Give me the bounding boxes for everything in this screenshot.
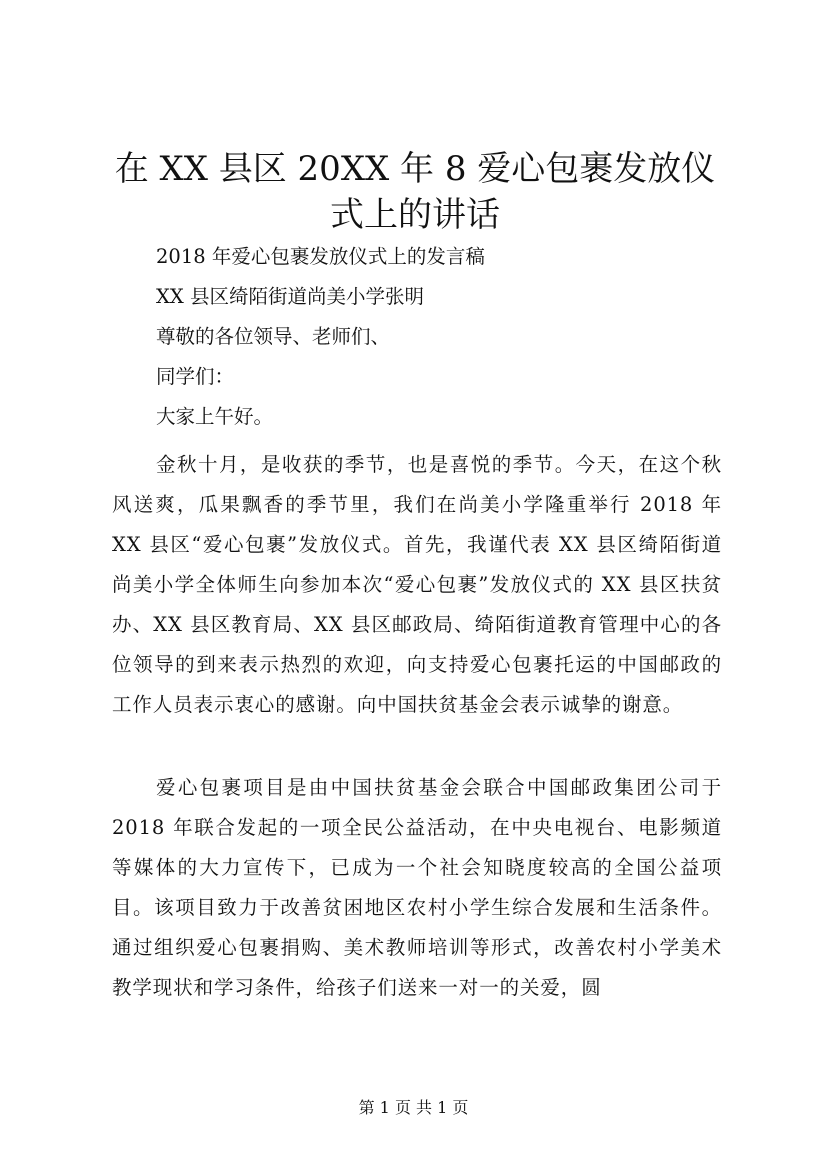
intro-line-salutation: 尊敬的各位领导、老师们、 <box>156 325 391 348</box>
intro-block <box>112 237 732 437</box>
body-paragraph: 金秋十月，是收获的季节，也是喜悦的季节。今天，在这个秋风送爽，瓜果飘香的季节里，我们在尚美小学隆重举行 2018 年 XX 县区“爱心包裹”发放仪式。首先，我谨代表 XX 县区绮陌街道尚美小学全体师生向参加本次“爱心包裹”发放仪式的 XX 县区扶贫办、XX 县区教育局、XX 县区邮政局、绮陌街道教育管理中心的各位领导的到来表示热烈的欢迎，向支持爱心包裹托运的中国邮政的工作人员表示衷心的感谢。向中国扶贫基金会表示诚挚的谢意。 <box>112 453 722 716</box>
intro-line-greeting: 大家上午好。 <box>156 405 274 428</box>
intro-line-heading: 2018 年爱心包裹发放仪式上的发言稿 <box>156 245 485 268</box>
document-title: 在 XX 县区 20XX 年 8 爱心包裹发放仪式上的讲话 <box>114 149 716 235</box>
body-paragraph: 爱心包裹项目是由中国扶贫基金会联合中国邮政集团公司于 2018 年联合发起的一项全民公益活动，在中央电视台、电影频道等媒体的大力宣传下，已成为一个社会知晓度较高的全国公益项目。该项目致力于改善贫困地区农村小学生综合发展和生活条件。通过组织爱心包裹捐购、美术教师培训等形式，改善农村小学美术教学现状和学习条件，给孩子们送来一对一的关爱，圆 <box>112 776 722 999</box>
intro-line-students: 同学们： <box>156 365 235 388</box>
page-number-footer: 第 1 页 共 1 页 <box>358 1098 469 1117</box>
intro-line-author: XX 县区绮陌街道尚美小学张明 <box>156 285 424 308</box>
